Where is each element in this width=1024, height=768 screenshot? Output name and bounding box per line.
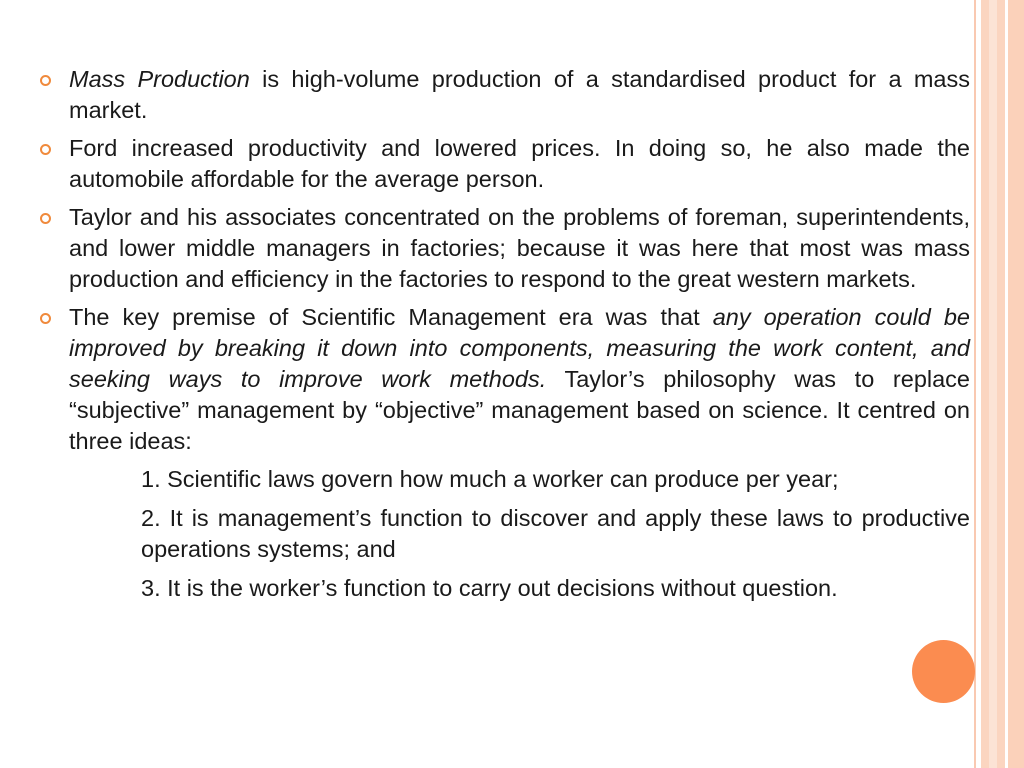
slide-body [40,64,970,612]
orange-circle-icon [912,640,975,703]
idea-item-1: 1. Scientific laws govern how much a worker can produce per year; [141,466,839,492]
bullet-text: Taylor and his associates concentrated on the problems of foreman, superintendents, and lower middle managers in factories; because it was here that most was mass production and efficiency in the factories to respond to the great western markets. [69,204,970,292]
hollow-circle-bullet-icon [40,144,51,155]
hollow-circle-bullet-icon [40,313,51,324]
bullet-text: is high-volume production of a standardised product for a mass market. [69,66,970,123]
decorative-stripe [981,0,989,768]
idea-item-2: 2. It is management’s function to discover and apply these laws to productive operations systems; and [141,505,970,562]
bullet-ford [40,133,970,195]
bullet-italic-lead: Mass Production [69,66,250,92]
decorative-stripe [989,0,997,768]
bullet-text-start: The key premise of Scientific Management era was that [69,304,713,330]
bullet-italic-middle: any operation could be improved by breaking it down into components, measuring the work content, and seeking ways to improve work methods. [69,304,970,392]
bullet-taylor [40,202,970,295]
bullet-text-end: Taylor’s philosophy was to replace “subjective” management by “objective” management based on science. It centred on three ideas: [69,366,970,454]
decorative-stripe [1008,0,1024,768]
idea-item-3: 3. It is the worker’s function to carry out decisions without question. [141,575,838,601]
bullet-mass-production [40,64,970,126]
bullet-text: Ford increased productivity and lowered prices. In doing so, he also made the automobile affordable for the average person. [69,135,970,192]
bullet-key-premise [40,302,970,457]
decorative-stripe [997,0,1005,768]
decorative-stripe [974,0,976,768]
hollow-circle-bullet-icon [40,75,51,86]
hollow-circle-bullet-icon [40,213,51,224]
